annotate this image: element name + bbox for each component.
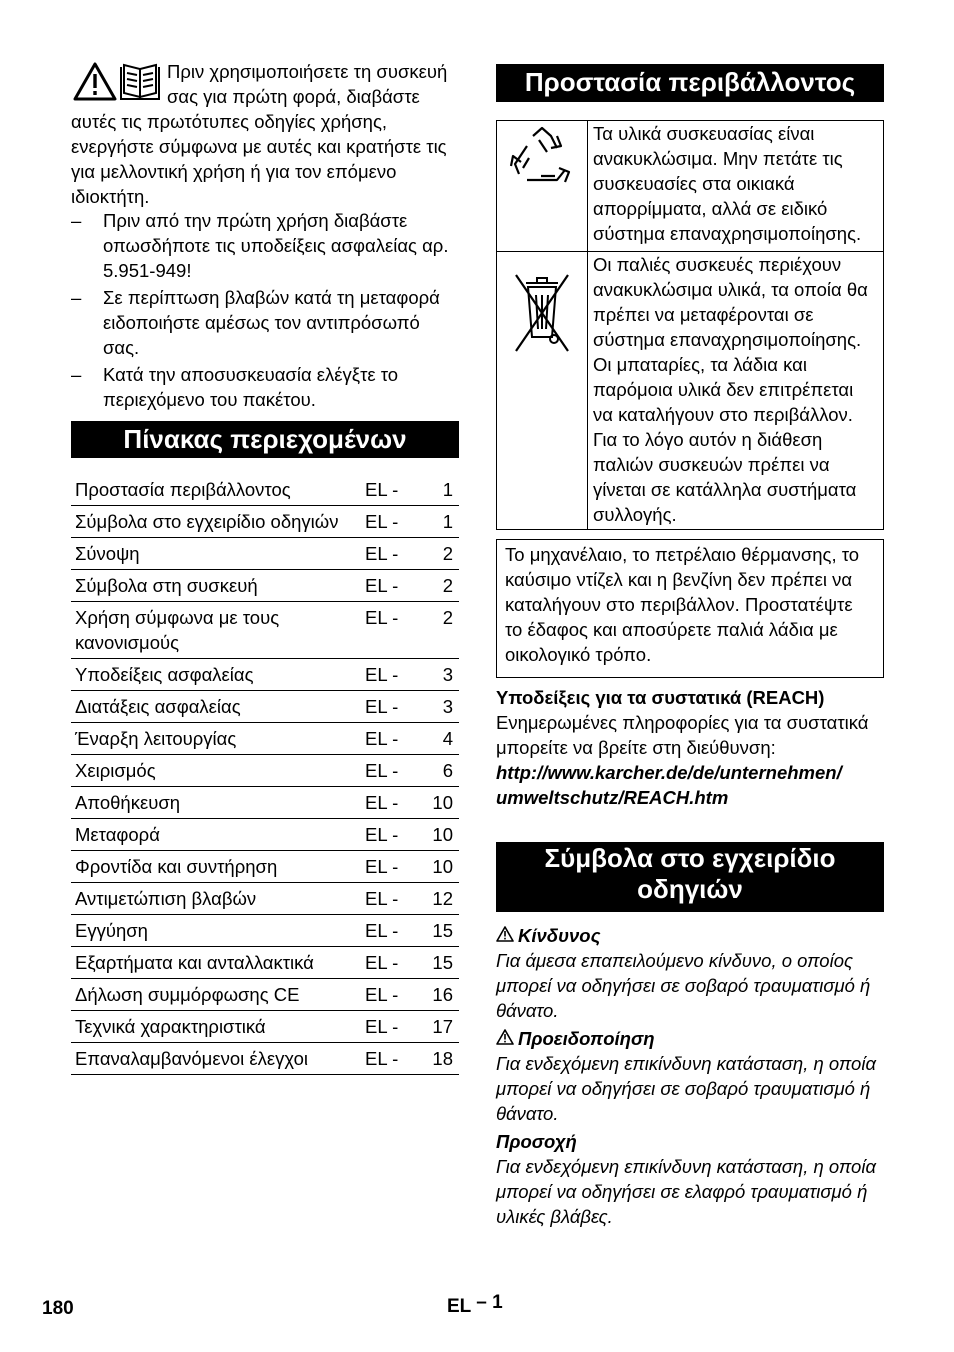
list-item [71,285,459,360]
caution-text: Για ενδεχόμενη επικίνδυνη κατάσταση, η οποία μπορεί να οδηγήσει σε ελαφρό τραυματισμό ή υλικές βλάβες. [496,1156,876,1227]
toc-row[interactable] [71,915,459,947]
toc-page: 3 [423,659,459,691]
symbol-label [496,1026,884,1051]
toc-row[interactable] [71,691,459,723]
toc-prefix: EL - [361,538,423,570]
danger-label: Κίνδυνος [518,925,601,946]
bullet-text: Κατά την αποσυσκευασία ελέγξτε το περιεχόμενο του πακέτου. [103,364,399,410]
toc-prefix: EL - [361,691,423,723]
crossed-bin-icon [510,267,574,357]
old-devices-text: Οι παλιές συσκευές περιέχουν ανακυκλώσιμα υλικά, τα οποία θα πρέπει να μεταφέρονται σε σύστημα επαναχρησιμοποίησης. Οι μπαταρίες, τα λάδια και παρόμοια υλικά δεν επιτρέπεται να καταλήγουν στο περιβάλλον. Για το λόγο αυτόν η διάθεση παλιών συσκευών πρέπει να γίνεται σε κατάλληλα συστήματα συλλογής. [588,252,884,530]
intro-block [71,59,459,209]
page-footer-ref [447,1294,503,1319]
symbols-heading-line-1: Σύμβολα στο εγχειρίδιο [544,843,836,873]
symbols-list [496,921,884,1229]
toc-prefix: EL - [361,1011,423,1043]
toc-page: 10 [423,819,459,851]
toc-row[interactable] [71,538,459,570]
caution-label: Προσοχή [496,1131,577,1152]
footer-lang: EL [447,1296,471,1317]
toc-title: Αποθήκευση [71,787,361,819]
toc-row[interactable] [71,570,459,602]
toc-title: Φροντίδα και συντήρηση [71,851,361,883]
toc-table [71,474,459,1075]
toc-row[interactable] [71,979,459,1011]
env-table [496,120,884,530]
toc-row[interactable] [71,787,459,819]
toc-row[interactable] [71,506,459,538]
toc-title: Τεχνικά χαρακτηριστικά [71,1011,361,1043]
toc-page: 4 [423,723,459,755]
toc-row[interactable] [71,723,459,755]
toc-prefix: EL - [361,883,423,915]
safety-bullets [71,208,459,414]
table-row [497,252,884,530]
symbols-heading-line-2: οδηγιών [637,874,743,904]
toc-row[interactable] [71,1011,459,1043]
toc-page: 2 [423,570,459,602]
toc-title: Εγγύηση [71,915,361,947]
toc-page: 3 [423,691,459,723]
warning-label: Προειδοποίηση [518,1028,655,1049]
oil-note-text: Το μηχανέλαιο, το πετρέλαιο θέρμανσης, το καύσιμο ντίζελ και η βενζίνη δεν πρέπει να καταλήγουν στο περιβάλλον. Προστατέψτε το έδαφος και αποσύρετε παλιά λάδια με οικολογικό τρόπο. [505,544,860,665]
toc-page: 1 [423,506,459,538]
toc-row[interactable] [71,659,459,691]
toc-prefix: EL - [361,723,423,755]
toc-row[interactable] [71,819,459,851]
toc-page: 6 [423,755,459,787]
bullet-dash: – [71,364,82,385]
page-number: 180 [42,1298,74,1319]
toc-row[interactable] [71,947,459,979]
toc-title: Δήλωση συμμόρφωσης CE [71,979,361,1011]
warning-triangle-icon [496,1026,518,1051]
toc-row[interactable] [71,1043,459,1075]
toc-page: 1 [423,474,459,506]
intro-icons [71,59,161,105]
reach-url-line-1[interactable]: http://www.karcher.de/de/unternehmen/ [496,762,842,783]
toc-title: Χειρισμός [71,755,361,787]
toc-prefix: EL - [361,979,423,1011]
toc-page: 16 [423,979,459,1011]
toc-title: Εξαρτήματα και ανταλλακτικά [71,947,361,979]
toc-page: 2 [423,602,459,659]
toc-title: Αντιμετώπιση βλαβών [71,883,361,915]
toc-page: 17 [423,1011,459,1043]
bullet-text: Πριν από την πρώτη χρήση διαβάστε οπωσδήποτε τις υποδείξεις ασφαλείας αρ. 5.951-949! [103,210,449,281]
intro-text: Πριν χρησιμοποιήσετε τη συσκευή σας για πρώτη φορά, διαβάστε αυτές τις πρωτότυπες οδηγίες χρήσης, ενεργήστε σύμφωνα με αυτές και κρατήστε τις για μελλοντική χρήση ή για τον επόμενο ιδιοκτήτη. [71,61,448,207]
warning-triangle-icon [75,64,115,99]
icon-cell [497,252,588,530]
toc-page: 2 [423,538,459,570]
toc-prefix: EL - [361,1043,423,1075]
toc-title: Υποδείξεις ασφαλείας [71,659,361,691]
recycling-icon [503,122,581,202]
toc-prefix: EL - [361,474,423,506]
toc-row[interactable] [71,851,459,883]
toc-prefix: EL - [361,915,423,947]
toc-prefix: EL - [361,851,423,883]
symbols-heading [496,842,884,912]
oil-note-box [496,539,884,678]
reach-url-line-2[interactable]: umweltschutz/REACH.htm [496,787,729,808]
footer-page-ref: – 1 [476,1292,503,1313]
toc-page: 18 [423,1043,459,1075]
icon-cell [497,121,588,252]
reach-text: Ενημερωμένες πληροφορίες για τα συστατικά μπορείτε να βρείτε στη διεύθυνση: [496,712,869,758]
toc-prefix: EL - [361,506,423,538]
warning-text: Για ενδεχόμενη επικίνδυνη κατάσταση, η οποία μπορεί να οδηγήσει σε σοβαρό τραυματισμό ή θάνατο. [496,1053,876,1124]
toc-title: Σύμβολα στη συσκευή [71,570,361,602]
toc-page: 10 [423,851,459,883]
toc-title: Προστασία περιβάλλοντος [71,474,361,506]
toc-page: 15 [423,915,459,947]
toc-prefix: EL - [361,755,423,787]
toc-title: Μεταφορά [71,819,361,851]
list-item [496,923,884,1023]
toc-row[interactable] [71,883,459,915]
reach-title: Υποδείξεις για τα συστατικά (REACH) [496,687,825,708]
env-heading: Προστασία περιβάλλοντος [496,64,884,102]
table-row [497,121,884,252]
list-item [496,1026,884,1126]
recycling-text: Τα υλικά συσκευασίας είναι ανακυκλώσιμα. Μην πετάτε τις συσκευασίες στα οικιακά απορρίμματα, αλλά σε ειδικό σύστημα επαναχρησιμοποίησης. [588,121,884,252]
toc-prefix: EL - [361,787,423,819]
warning-triangle-icon [496,923,518,948]
symbol-label [496,923,884,948]
list-item [71,208,459,283]
danger-text: Για άμεσα επαπειλούμενο κίνδυνο, ο οποίος μπορεί να οδηγήσει σε σοβαρό τραυματισμό ή θάνατο. [496,950,871,1021]
toc-prefix: EL - [361,570,423,602]
list-item [496,1129,884,1229]
toc-heading: Πίνακας περιεχομένων [71,421,459,458]
toc-prefix: EL - [361,947,423,979]
toc-title: Χρήση σύμφωνα με τους κανονισμούς [71,602,361,659]
toc-row[interactable] [71,602,459,659]
toc-title: Έναρξη λειτουργίας [71,723,361,755]
toc-page: 10 [423,787,459,819]
toc-page: 12 [423,883,459,915]
toc-row[interactable] [71,755,459,787]
toc-row[interactable] [71,474,459,506]
reach-section [496,685,884,810]
bullet-dash: – [71,287,82,308]
list-item [71,362,459,412]
toc-prefix: EL - [361,819,423,851]
toc-title: Σύνοψη [71,538,361,570]
toc-title: Επαναλαμβανόμενοι έλεγχοι [71,1043,361,1075]
toc-title: Σύμβολα στο εγχειρίδιο οδηγιών [71,506,361,538]
toc-page: 15 [423,947,459,979]
toc-prefix: EL - [361,602,423,659]
bullet-text: Σε περίπτωση βλαβών κατά τη μεταφορά ειδοποιήστε αμέσως τον αντιπρόσωπό σας. [103,287,440,358]
toc-prefix: EL - [361,659,423,691]
bullet-dash: – [71,210,82,231]
toc-title: Διατάξεις ασφαλείας [71,691,361,723]
open-book-icon [121,65,159,99]
